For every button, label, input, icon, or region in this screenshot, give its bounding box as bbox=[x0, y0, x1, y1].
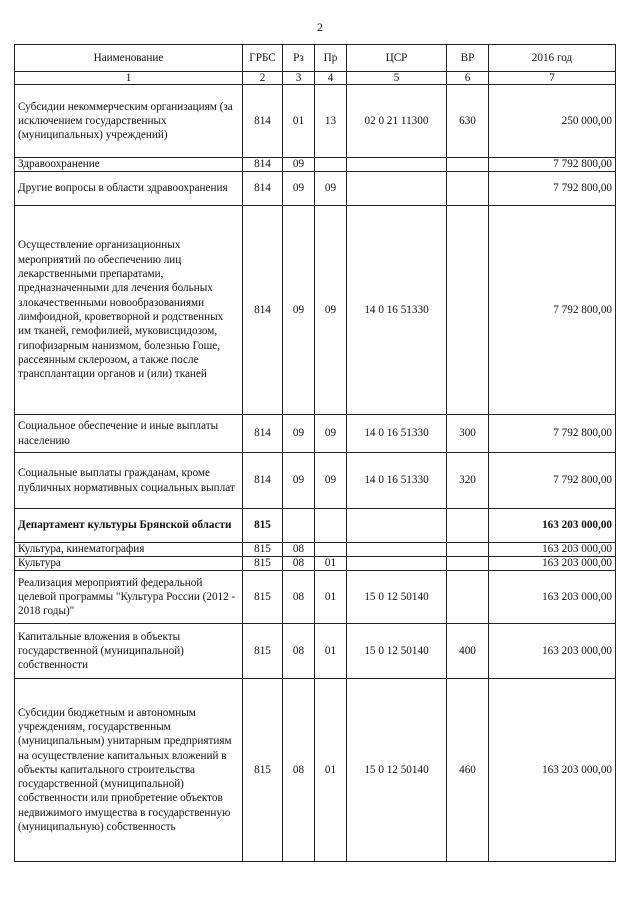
row-name: Реализация мероприятий федеральной целевой программы "Культура России (2012 - 2018 годы)" bbox=[15, 571, 243, 624]
table-row bbox=[15, 158, 616, 172]
row-name: Капитальные вложения в объекты государственной (муниципальной) собственности bbox=[15, 624, 243, 679]
table-row bbox=[15, 415, 616, 453]
row-rz: 09 bbox=[283, 172, 315, 206]
row-pr: 01 bbox=[315, 557, 347, 571]
row-amount: 7 792 800,00 bbox=[489, 453, 616, 509]
row-csr: 14 0 16 51330 bbox=[347, 415, 447, 453]
column-number: 4 bbox=[315, 72, 347, 85]
row-amount: 163 203 000,00 bbox=[489, 509, 616, 543]
row-name: Осуществление организационных мероприятий по обеспечению лиц лекарственными препаратами, предназначенными для лечения больных злокачественными новообразованиями лимфоидной, кроветворной и родственных им тканей, гемофилией, муковисцидозом, гипофизарным нанизмом, болезнью Гоше, рассеянным склерозом, а также после трансплантации органов и (или) тканей bbox=[15, 206, 243, 415]
column-number-row bbox=[15, 72, 616, 85]
row-name: Социальное обеспечение и иные выплаты населению bbox=[15, 415, 243, 453]
row-vr bbox=[447, 571, 489, 624]
table-row bbox=[15, 509, 616, 543]
row-vr: 630 bbox=[447, 85, 489, 158]
row-grbs: 814 bbox=[243, 206, 283, 415]
header-rz: Рз bbox=[283, 45, 315, 72]
row-csr: 14 0 16 51330 bbox=[347, 206, 447, 415]
row-vr: 400 bbox=[447, 624, 489, 679]
table-row bbox=[15, 85, 616, 158]
row-amount: 7 792 800,00 bbox=[489, 415, 616, 453]
row-name: Департамент культуры Брянской области bbox=[15, 509, 243, 543]
table-row bbox=[15, 172, 616, 206]
row-vr bbox=[447, 509, 489, 543]
row-name: Субсидии некоммерческим организациям (за исключением государственных (муниципальных) учреждений) bbox=[15, 85, 243, 158]
row-rz: 09 bbox=[283, 453, 315, 509]
row-csr: 14 0 16 51330 bbox=[347, 453, 447, 509]
row-grbs: 815 bbox=[243, 571, 283, 624]
row-amount: 250 000,00 bbox=[489, 85, 616, 158]
row-rz: 08 bbox=[283, 679, 315, 862]
row-grbs: 814 bbox=[243, 172, 283, 206]
table-row bbox=[15, 679, 616, 862]
header-row bbox=[15, 45, 616, 72]
row-pr: 09 bbox=[315, 206, 347, 415]
column-number: 5 bbox=[347, 72, 447, 85]
row-vr bbox=[447, 158, 489, 172]
row-amount: 163 203 000,00 bbox=[489, 571, 616, 624]
column-number: 1 bbox=[15, 72, 243, 85]
row-vr bbox=[447, 543, 489, 557]
row-vr bbox=[447, 206, 489, 415]
row-csr: 02 0 21 11300 bbox=[347, 85, 447, 158]
row-pr bbox=[315, 158, 347, 172]
table-row bbox=[15, 557, 616, 571]
row-csr bbox=[347, 543, 447, 557]
row-amount: 7 792 800,00 bbox=[489, 172, 616, 206]
row-grbs: 814 bbox=[243, 158, 283, 172]
row-amount: 163 203 000,00 bbox=[489, 679, 616, 862]
row-pr bbox=[315, 509, 347, 543]
header-grbs: ГРБС bbox=[243, 45, 283, 72]
row-rz: 08 bbox=[283, 624, 315, 679]
row-grbs: 815 bbox=[243, 679, 283, 862]
row-vr bbox=[447, 557, 489, 571]
row-pr: 01 bbox=[315, 679, 347, 862]
row-rz: 01 bbox=[283, 85, 315, 158]
row-name: Здравоохранение bbox=[15, 158, 243, 172]
header-pr: Пр bbox=[315, 45, 347, 72]
row-pr: 09 bbox=[315, 453, 347, 509]
row-rz bbox=[283, 509, 315, 543]
header-year: 2016 год bbox=[489, 45, 616, 72]
column-number: 7 bbox=[489, 72, 616, 85]
row-csr: 15 0 12 50140 bbox=[347, 571, 447, 624]
row-amount: 163 203 000,00 bbox=[489, 557, 616, 571]
row-rz: 08 bbox=[283, 557, 315, 571]
row-csr: 15 0 12 50140 bbox=[347, 624, 447, 679]
row-name: Субсидии бюджетным и автономным учреждениям, государственным (муниципальным) унитарным предприятиям на осуществление капитальных вложений в объекты капитального строительства государственной (муниципальной) собственности или приобретение объектов недвижимого имущества в государственную (муниципальную) собственность bbox=[15, 679, 243, 862]
row-csr bbox=[347, 172, 447, 206]
table-row bbox=[15, 206, 616, 415]
column-number: 2 bbox=[243, 72, 283, 85]
header-name: Наименование bbox=[15, 45, 243, 72]
row-name: Социальные выплаты гражданам, кроме публичных нормативных социальных выплат bbox=[15, 453, 243, 509]
row-rz: 09 bbox=[283, 415, 315, 453]
row-grbs: 815 bbox=[243, 624, 283, 679]
table-row bbox=[15, 571, 616, 624]
table-row bbox=[15, 543, 616, 557]
row-rz: 09 bbox=[283, 158, 315, 172]
budget-table bbox=[14, 44, 616, 862]
row-pr: 09 bbox=[315, 172, 347, 206]
row-vr: 320 bbox=[447, 453, 489, 509]
row-amount: 7 792 800,00 bbox=[489, 206, 616, 415]
row-name: Другие вопросы в области здравоохранения bbox=[15, 172, 243, 206]
row-csr bbox=[347, 509, 447, 543]
table-row bbox=[15, 453, 616, 509]
table-row bbox=[15, 624, 616, 679]
row-vr: 300 bbox=[447, 415, 489, 453]
row-rz: 09 bbox=[283, 206, 315, 415]
row-grbs: 814 bbox=[243, 415, 283, 453]
row-csr bbox=[347, 158, 447, 172]
row-rz: 08 bbox=[283, 543, 315, 557]
row-pr: 01 bbox=[315, 624, 347, 679]
row-grbs: 814 bbox=[243, 453, 283, 509]
row-pr: 01 bbox=[315, 571, 347, 624]
row-vr: 460 bbox=[447, 679, 489, 862]
row-csr bbox=[347, 557, 447, 571]
row-grbs: 815 bbox=[243, 509, 283, 543]
row-name: Культура, кинематография bbox=[15, 543, 243, 557]
row-grbs: 815 bbox=[243, 543, 283, 557]
header-csr: ЦСР bbox=[347, 45, 447, 72]
row-csr: 15 0 12 50140 bbox=[347, 679, 447, 862]
row-grbs: 814 bbox=[243, 85, 283, 158]
row-amount: 163 203 000,00 bbox=[489, 543, 616, 557]
header-vr: ВР bbox=[447, 45, 489, 72]
row-rz: 08 bbox=[283, 571, 315, 624]
row-grbs: 815 bbox=[243, 557, 283, 571]
row-vr bbox=[447, 172, 489, 206]
row-amount: 163 203 000,00 bbox=[489, 624, 616, 679]
page-number: 2 bbox=[317, 20, 323, 34]
column-number: 6 bbox=[447, 72, 489, 85]
row-pr: 13 bbox=[315, 85, 347, 158]
row-amount: 7 792 800,00 bbox=[489, 158, 616, 172]
row-pr bbox=[315, 543, 347, 557]
column-number: 3 bbox=[283, 72, 315, 85]
row-name: Культура bbox=[15, 557, 243, 571]
row-pr: 09 bbox=[315, 415, 347, 453]
